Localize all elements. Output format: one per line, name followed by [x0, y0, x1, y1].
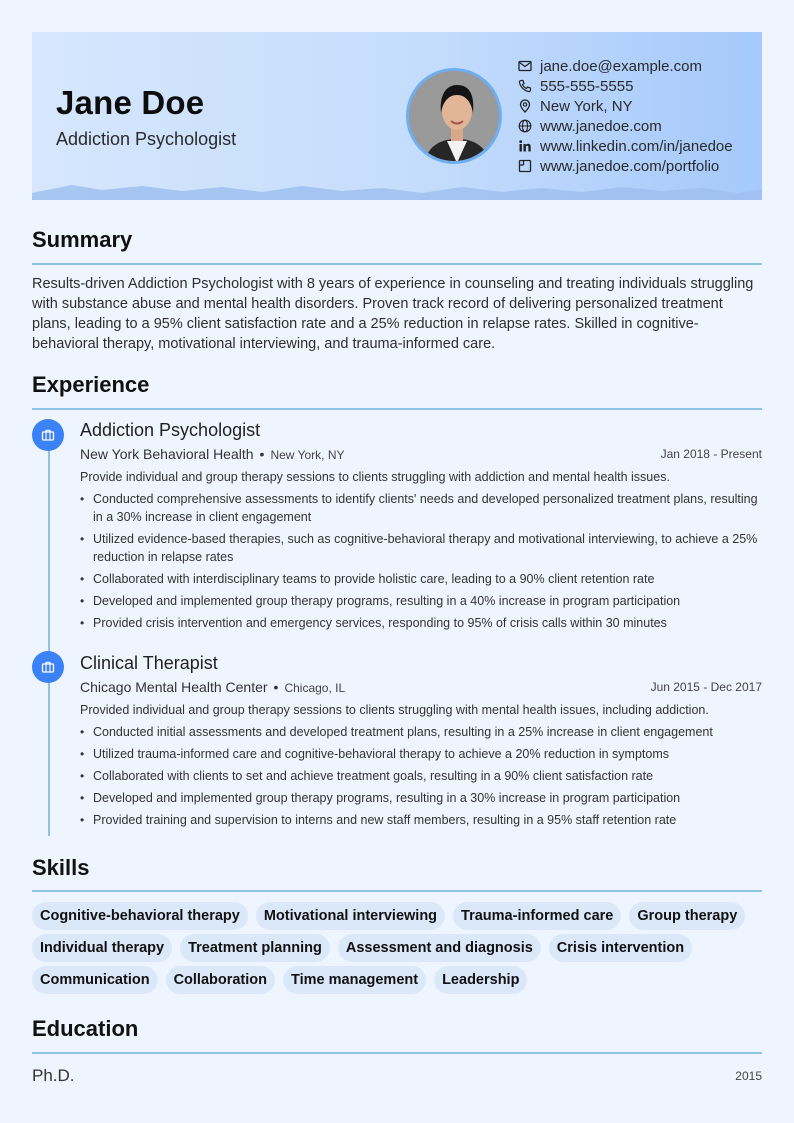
contact-phone[interactable]: 555-555-5555: [518, 76, 733, 96]
contact-location: New York, NY: [518, 96, 733, 116]
skill-chip: Cognitive-behavioral therapy: [32, 902, 248, 930]
phone-icon: [518, 79, 532, 93]
skill-chip: Individual therapy: [32, 934, 172, 962]
job-bullet: • Conducted comprehensive assessments to identify clients' needs and developed personalized treatment plans, resulting in a 30% increase in client engagement: [80, 490, 762, 526]
job-bullet: • Provided crisis intervention and emergency services, responding to 95% of crisis calls within 30 minutes: [80, 614, 762, 632]
job-bullet: • Developed and implemented group therapy programs, resulting in a 40% increase in program participation: [80, 592, 762, 610]
linkedin-icon: [518, 139, 532, 153]
job-entry: [80, 420, 762, 636]
job-location: New York, NY: [270, 448, 345, 462]
job-bullet: • Developed and implemented group therapy programs, resulting in a 30% increase in program participation: [80, 789, 762, 807]
skill-chip: Communication: [32, 966, 158, 994]
skill-chip: Crisis intervention: [549, 934, 692, 962]
header-wave-decoration: [32, 184, 762, 200]
contact-portfolio[interactable]: www.janedoe.com/portfolio: [518, 156, 733, 176]
job-dates: Jun 2015 - Dec 2017: [650, 680, 762, 694]
job-title: Clinical Therapist: [80, 653, 218, 673]
experience-divider: [32, 408, 762, 410]
contact-list: [518, 56, 733, 176]
education-degree: Ph.D.: [32, 1066, 75, 1085]
timeline-marker: [32, 651, 64, 683]
skills-list: [32, 902, 762, 998]
job-bullet: • Utilized evidence-based therapies, such as cognitive-behavioral therapy and motivational interviewing, to achieve a 25% reduction in relapse rates: [80, 530, 762, 566]
briefcase-icon: [41, 428, 55, 442]
skill-chip: Time management: [283, 966, 426, 994]
separator-dot: •: [259, 446, 265, 462]
job-bullet: • Collaborated with interdisciplinary teams to provide holistic care, leading to a 90% client retention rate: [80, 570, 762, 588]
contact-email[interactable]: jane.doe@example.com: [518, 56, 733, 76]
separator-dot: •: [273, 679, 279, 695]
skill-chip: Treatment planning: [180, 934, 330, 962]
skill-chip: Assessment and diagnosis: [338, 934, 541, 962]
job-entry: [80, 653, 762, 833]
skills-heading: Skills: [32, 855, 90, 880]
candidate-title: Addiction Psychologist: [56, 129, 237, 149]
experience-heading: Experience: [32, 372, 150, 397]
job-bullets: [80, 490, 762, 632]
job-description: Provided individual and group therapy sessions to clients struggling with mental health issues, including addiction.: [80, 703, 709, 717]
job-description: Provide individual and group therapy sessions to clients struggling with addiction and mental health issues.: [80, 470, 670, 484]
skills-divider: [32, 890, 762, 892]
skill-chip: Trauma-informed care: [453, 902, 621, 930]
job-dates: Jan 2018 - Present: [660, 447, 762, 461]
briefcase-icon: [41, 660, 55, 674]
job-title: Addiction Psychologist: [80, 420, 261, 440]
education-year: 2015: [735, 1069, 762, 1083]
timeline-marker: [32, 419, 64, 451]
job-bullet: • Utilized trauma-informed care and cognitive-behavioral therapy to achieve a 20% reduction in symptoms: [80, 745, 762, 763]
summary-heading: Summary: [32, 227, 133, 252]
resume-header: [32, 32, 762, 200]
job-bullets: [80, 723, 762, 829]
experience-timeline: [48, 432, 50, 836]
globe-icon: [518, 119, 532, 133]
job-meta: [80, 446, 762, 468]
job-bullet: • Collaborated with clients to set and achieve treatment goals, resulting in a 90% client satisfaction rate: [80, 767, 762, 785]
job-bullet: • Conducted initial assessments and developed treatment plans, resulting in a 25% increase in client engagement: [80, 723, 762, 741]
education-divider: [32, 1052, 762, 1054]
profile-photo: [406, 68, 502, 164]
job-meta: [80, 679, 762, 701]
location-pin-icon: [518, 99, 532, 113]
skill-chip: Motivational interviewing: [256, 902, 445, 930]
contact-linkedin[interactable]: www.linkedin.com/in/janedoe: [518, 136, 733, 156]
job-company: Chicago Mental Health Center: [80, 679, 268, 695]
job-bullet: • Provided training and supervision to interns and new staff members, resulting in a 95% staff retention rate: [80, 811, 762, 829]
candidate-name: Jane Doe: [56, 84, 205, 121]
portfolio-icon: [518, 159, 532, 173]
summary-text: Results-driven Addiction Psychologist with 8 years of experience in counseling and treating individuals struggling with substance abuse and mental health disorders. Proven track record of delivering personalized treatment plans, leading to a 95% client satisfaction rate and a 25% reduction in relapse rates. Skilled in cognitive-behavioral therapy, motivational interviewing, and trauma-informed care.: [32, 276, 754, 352]
job-company: New York Behavioral Health: [80, 446, 254, 462]
skill-chip: Group therapy: [629, 902, 745, 930]
mail-icon: [518, 59, 532, 73]
summary-divider: [32, 263, 762, 265]
skill-chip: Collaboration: [166, 966, 275, 994]
contact-website[interactable]: www.janedoe.com: [518, 116, 733, 136]
education-heading: Education: [32, 1016, 139, 1041]
skill-chip: Leadership: [434, 966, 527, 994]
job-location: Chicago, IL: [284, 681, 346, 695]
